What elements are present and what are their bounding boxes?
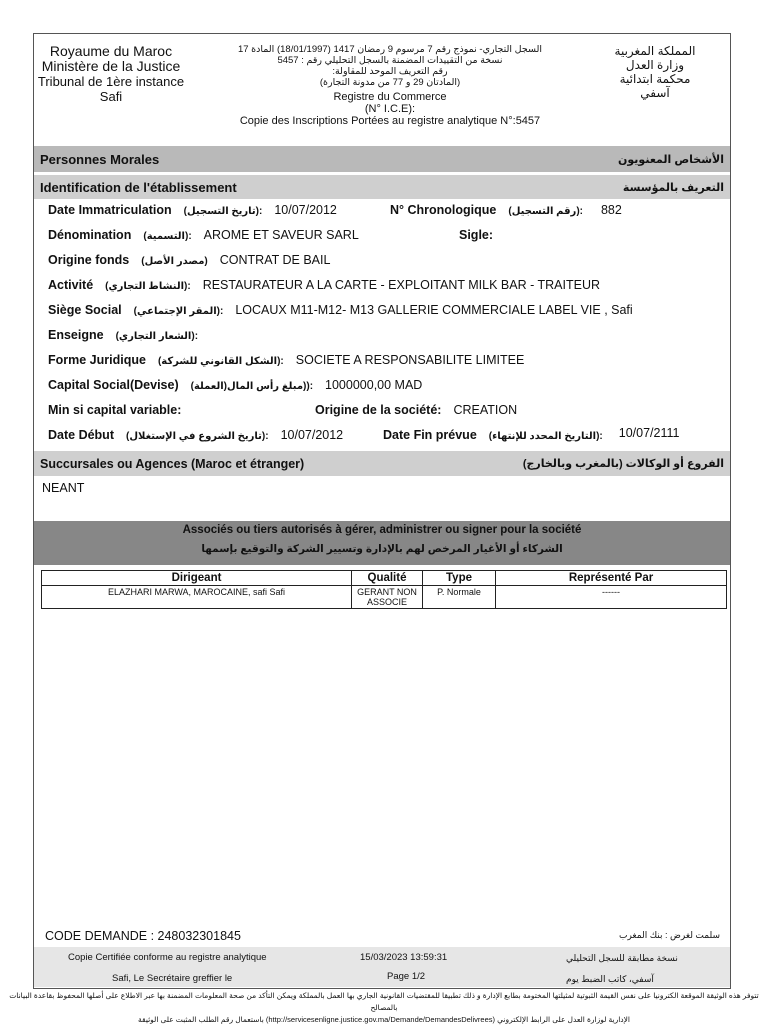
succursales-title: Succursales ou Agences (Maroc et étranger) — [40, 456, 305, 471]
field-denomination — [48, 228, 359, 242]
field-value: 10/07/2012 — [280, 428, 344, 442]
field-label-ar: (التسمية): — [143, 231, 192, 242]
field-label: Date Immatriculation — [48, 203, 172, 217]
field-label: Capital Social(Devise) — [48, 378, 179, 392]
field-value: 882 — [600, 203, 622, 217]
header-left — [36, 44, 186, 104]
header-center — [215, 44, 565, 127]
personnes-morales-title-ar: الأشخاص المعنويون — [618, 153, 724, 166]
legal-line-2: الإدارية لوزارة العدل على الرابط الإلكتروني (http://servicesenligne.justice.gov.ma/Demande/DemandesDelivrees) باستعمال رقم الطلب المثبت على الوثيقة — [138, 1015, 630, 1024]
cell-dirigeant: ELAZHARI MARWA, MAROCAINE, safi Safi — [42, 586, 352, 609]
field-label: Origine fonds — [48, 253, 130, 267]
header-right — [585, 44, 725, 100]
succursales-title-ar: الفروع أو الوكالات (بالمغرب وبالخارج) — [522, 458, 724, 470]
header-tribunal: Tribunal de 1ère instance — [37, 74, 185, 89]
field-label: N° Chronologique — [390, 203, 497, 217]
field-label-ar: (رقم التسجيل): — [508, 206, 583, 217]
dirigeants-table — [41, 570, 727, 609]
header-right-4: آسفي — [640, 86, 670, 100]
footer-datetime: 15/03/2023 13:59:31 — [360, 952, 448, 963]
field-forme-juridique — [48, 353, 524, 367]
col-dirigeant: Dirigeant — [42, 571, 352, 586]
field-label-ar: (تاريخ الشروع في الإستغلال): — [125, 431, 269, 442]
field-label-ar: (المقر الإجتماعي): — [133, 306, 224, 317]
field-label: Min si capital variable: — [48, 403, 182, 417]
personnes-morales-title: Personnes Morales — [40, 151, 160, 167]
field-activite — [48, 278, 600, 292]
field-date-debut — [48, 428, 343, 442]
field-label-ar: (العملة)مبلغ رأس المال)): — [190, 381, 314, 392]
legal-notice — [4, 990, 764, 1026]
field-value: 1000000,00 MAD — [325, 378, 423, 392]
identification-title: Identification de l'établissement — [40, 179, 237, 195]
field-date-immatriculation — [48, 203, 337, 217]
field-label-ar: (الشكل القانوني للشركة): — [157, 356, 284, 367]
field-label: Activité — [48, 278, 94, 292]
field-label: Dénomination — [48, 228, 132, 242]
header-ar-line-1: السجل التجاري- نموذج رقم 7 مرسوم 9 رمضان 1417 (18/01/1997) المادة 17 — [237, 44, 543, 55]
field-label: Siège Social — [48, 303, 122, 317]
footer-page: Page 1/2 — [387, 971, 426, 982]
personnes-morales-bar — [34, 146, 730, 172]
field-label-ar: (التاريخ المحدد للإنتهاء): — [488, 431, 603, 442]
cell-type: P. Normale — [423, 586, 496, 609]
header-copie: Copie des Inscriptions Portées au registre analytique N°:5457 — [239, 115, 541, 127]
header-right-2: وزارة العدل — [625, 58, 685, 72]
field-value: SOCIETE A RESPONSABILITE LIMITEE — [295, 353, 525, 367]
field-value: RESTAURATEUR A LA CARTE - EXPLOITANT MILK BAR - TRAITEUR — [202, 278, 600, 292]
code-demande-ar: سلمت لغرض : بنك المغرب — [618, 930, 720, 940]
table-row — [42, 586, 727, 609]
header-right-1: المملكة المغربية — [614, 44, 696, 58]
associes-title-ar: الشركاء أو الأغيار المرخص لهم بالإدارة وتسيير الشركة والتوقيع بإسمها — [201, 543, 563, 555]
header-city: Safi — [99, 89, 123, 104]
cell-represente-par: ------ — [496, 586, 727, 609]
identification-title-ar: التعريف بالمؤسسة — [622, 181, 724, 194]
field-label-ar: (النشاط التجاري): — [105, 281, 191, 292]
field-enseigne — [48, 328, 198, 342]
field-value: CONTRAT DE BAIL — [219, 253, 331, 267]
field-label: Date Fin prévue — [383, 428, 477, 442]
field-origine-fonds — [48, 253, 330, 267]
field-value: 10/07/2012 — [274, 203, 337, 217]
associes-title: Associés ou tiers autorisés à gérer, administrer ou signer pour la société — [182, 524, 582, 536]
field-label: Date Début — [48, 428, 114, 442]
col-type: Type — [423, 571, 496, 586]
footer-greffier-fr: Safi, Le Secrétaire greffier le — [112, 973, 233, 984]
field-label: Enseigne — [48, 328, 104, 342]
succursales-bar — [34, 451, 730, 476]
legal-line-1: تتوفر هذه الوثيقة الموقعة الكترونيا على نفس القيمة الثبوتية لمثيلتها المختومة بطابع الإدارة و ذلك تطبيقا للمقتضيات القانونية الجاري بها العمل بالمملكة ويمكن التأكد من صحة المعلومات المضمنة بها عبر الاطلاع على أصلها المحفوظ بقاعدة البيانات بالمصالح — [9, 991, 759, 1012]
cell-qualite: GERANT NON ASSOCIE — [352, 586, 423, 609]
field-capital-social — [48, 378, 422, 392]
field-label-ar: (الشعار التجاري): — [115, 331, 199, 342]
field-sigle — [459, 228, 493, 242]
field-origine-societe — [315, 403, 517, 417]
header-ar-line-4: (المادتان 29 و 77 من مدونة التجارة) — [319, 77, 461, 88]
associes-bar — [34, 521, 730, 565]
field-chronologique — [390, 203, 622, 217]
col-represente-par: Représenté Par — [496, 571, 727, 586]
field-label: Sigle: — [459, 228, 494, 242]
header-right-3: محكمة ابتدائية — [619, 72, 691, 86]
succursales-value: NEANT — [42, 481, 85, 495]
footer-copie-fr: Copie Certifiée conforme au registre analytique — [68, 952, 267, 963]
header-ministry: Ministère de la Justice — [41, 58, 181, 74]
field-label: Origine de la société: — [315, 403, 442, 417]
footer-copie-ar: نسخة مطابقة للسجل التحليلي — [566, 953, 678, 963]
field-siege-social — [48, 303, 633, 317]
field-label: Forme Juridique — [48, 353, 146, 367]
code-demande: CODE DEMANDE : 248032301845 — [45, 929, 241, 943]
identification-bar — [34, 175, 730, 199]
col-qualite: Qualité — [352, 571, 423, 586]
table-header-row — [42, 571, 727, 586]
field-min-capital — [48, 403, 181, 417]
field-label-ar: (مصدر الأصل) — [141, 256, 208, 267]
footer-greffier-ar: آسفي، كاتب الضبط يوم — [566, 974, 654, 984]
field-value: CREATION — [453, 403, 518, 417]
field-value: LOCAUX M11-M12- M13 GALLERIE COMMERCIALE LABEL VIE , Safi — [235, 303, 633, 317]
field-date-fin — [383, 428, 679, 442]
field-value: AROME ET SAVEUR SARL — [203, 228, 359, 242]
header-registre: Registre du Commerce — [333, 91, 447, 103]
header-kingdom: Royaume du Maroc — [49, 43, 173, 59]
field-value: 10/07/2111 — [618, 426, 680, 440]
field-label-ar: (تاريخ التسجيل): — [183, 206, 263, 217]
header-ar-line-2: نسخة من التقييدات المضمنة بالسجل التحليلي رقم : 5457 — [277, 55, 503, 66]
header-ice: (N° I.C.E): — [364, 103, 416, 115]
header-ar-line-3: رقم التعريف الموحد للمقاولة: — [332, 66, 448, 77]
